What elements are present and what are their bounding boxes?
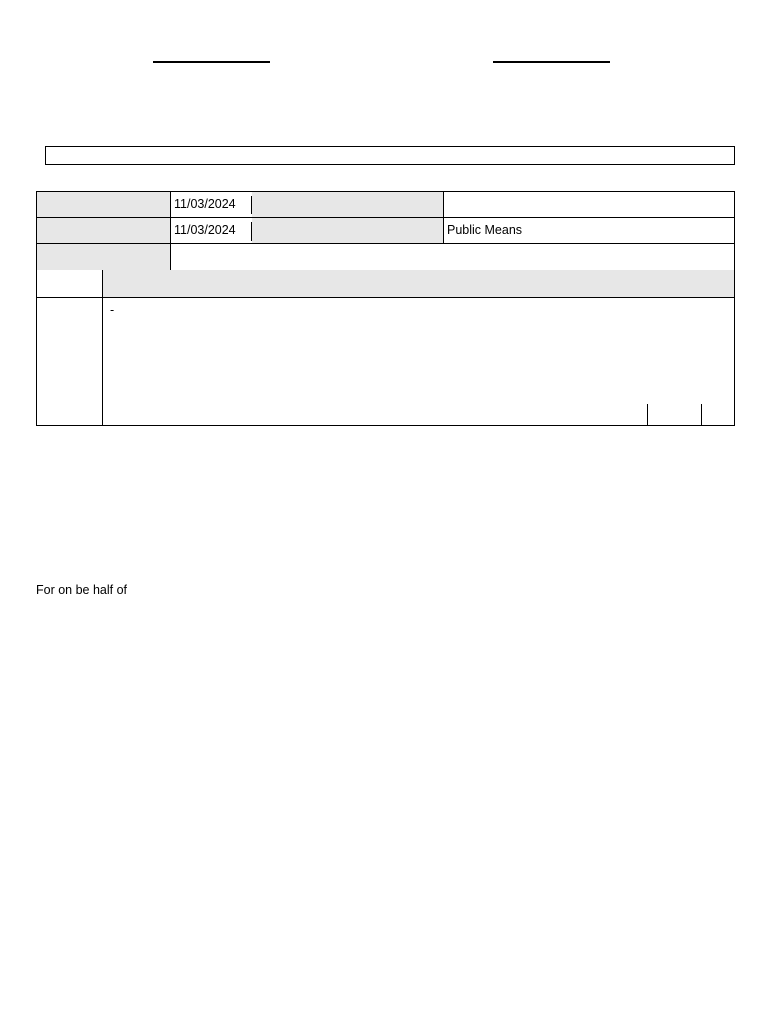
label-cell-row1 [36,191,170,217]
form-table [36,191,735,426]
date-field-row2: 11/03/2024 [174,223,236,237]
item-header-bar [102,270,735,297]
label-cell-mid-row1 [252,191,443,217]
rule-row3 [36,297,735,298]
rule-col-amount [701,404,702,426]
rule-col-label [170,191,171,270]
signature-line-right [493,61,610,63]
label-cell-row3 [36,243,170,270]
behalf-text: For on be half of [36,583,128,597]
rule-row1 [36,217,735,218]
rule-col-date-row1 [251,196,252,214]
rule-row2 [36,243,735,244]
rule-col-value [443,191,444,243]
item-description: - [110,303,115,317]
rule-col-qty [647,404,648,426]
transport-mode-field: Public Means [447,223,523,237]
label-cell-mid-row2 [252,217,443,243]
rule-col-date-row2 [251,222,252,241]
signature-line-left [153,61,270,63]
label-cell-row2 [36,217,170,243]
date-field-row1: 11/03/2024 [174,197,236,211]
rule-col-no [102,270,103,426]
title-box [45,146,735,165]
